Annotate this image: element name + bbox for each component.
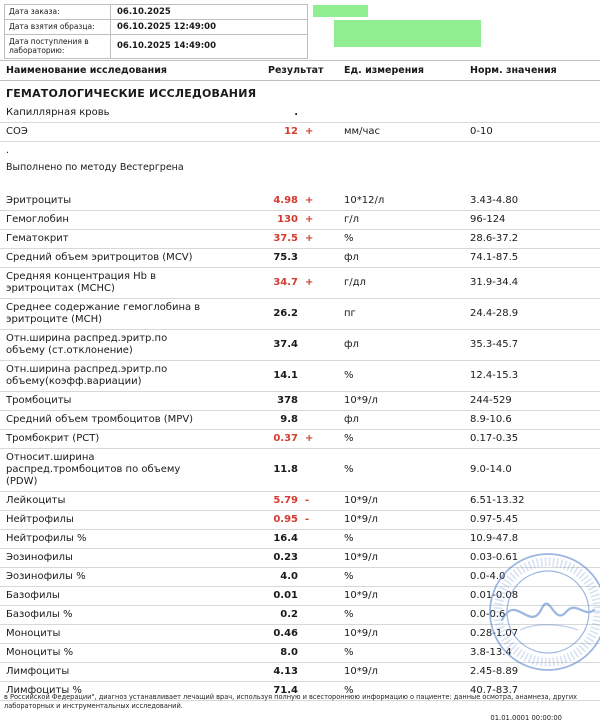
table-header xyxy=(0,60,600,81)
analyte-name: Моноциты xyxy=(6,628,61,639)
order-dates-table xyxy=(4,4,308,59)
unit: % xyxy=(344,533,354,544)
analyte-name: Капиллярная кровь xyxy=(6,107,110,118)
analyte-name: Отн.ширина распред.эритр.по объему (ст.отклонение) xyxy=(6,333,168,356)
meta-label: Дата поступления в лабораторию: xyxy=(5,35,111,58)
reference-range: 0.01-0.08 xyxy=(470,590,519,601)
note-row: . xyxy=(6,145,10,156)
reference-range: 3.8-13.4 xyxy=(470,647,512,658)
result-row xyxy=(0,606,600,625)
results-table xyxy=(0,60,600,701)
unit: 10*9/л xyxy=(344,628,378,639)
reference-range: 6.51-13.32 xyxy=(470,495,525,506)
result-flag: + xyxy=(305,126,314,137)
reference-range: 0.17-0.35 xyxy=(470,433,519,444)
result-flag: - xyxy=(305,495,310,506)
unit: % xyxy=(344,609,354,620)
analyte-name: Гематокрит xyxy=(6,233,69,244)
result-flag: + xyxy=(305,214,314,225)
result-row xyxy=(0,511,600,530)
analyte-name: Относит.ширина распред.тромбоцитов по объему (PDW) xyxy=(6,452,181,487)
analyte-name: СОЭ xyxy=(6,126,28,137)
result-value: 37.5 xyxy=(273,233,298,244)
result-row xyxy=(0,268,600,299)
unit: 10*12/л xyxy=(344,195,385,206)
result-value: 0.95 xyxy=(273,514,298,525)
analyte-name: Тромбокрит (PCT) xyxy=(6,433,100,444)
meta-label: Дата взятия образца: xyxy=(5,20,111,34)
result-row xyxy=(0,449,600,492)
unit: пг xyxy=(344,308,356,319)
meta-label: Дата заказа: xyxy=(5,5,111,19)
unit: % xyxy=(344,433,354,444)
result-value: 0.01 xyxy=(273,590,298,601)
analyte-name: Гемоглобин xyxy=(6,214,69,225)
result-value: 130 xyxy=(277,214,298,225)
meta-value: 06.10.2025 12:49:00 xyxy=(117,22,217,32)
unit: % xyxy=(344,233,354,244)
reference-range: 31.9-34.4 xyxy=(470,277,519,288)
result-value: 11.8 xyxy=(273,464,298,475)
reference-range: 0-10 xyxy=(470,126,493,137)
result-row xyxy=(0,568,600,587)
analyte-name: Нейтрофилы xyxy=(6,514,74,525)
order-dates-rows xyxy=(5,5,307,58)
result-value: 0.37 xyxy=(273,433,298,444)
analyte-name: Средний объем тромбоцитов (MPV) xyxy=(6,414,194,425)
unit: 10*9/л xyxy=(344,552,378,563)
result-row xyxy=(0,361,600,392)
result-value: 75.3 xyxy=(273,252,298,263)
unit: % xyxy=(344,571,354,582)
result-value: 4.98 xyxy=(273,195,298,206)
result-value: 16.4 xyxy=(273,533,298,544)
row-gap xyxy=(0,176,600,192)
reference-range: 10.9-47.8 xyxy=(470,533,519,544)
result-row xyxy=(0,411,600,430)
print-timestamp: 01.01.0001 00:00:00 xyxy=(490,714,562,722)
reference-range: 28.6-37.2 xyxy=(470,233,519,244)
reference-range: 0.97-5.45 xyxy=(470,514,519,525)
result-row xyxy=(0,663,600,682)
column-header-name: Наименование исследования xyxy=(6,65,167,76)
unit: фл xyxy=(344,414,359,425)
reference-range: 0.28-1.07 xyxy=(470,628,519,639)
result-value: 34.7 xyxy=(273,277,298,288)
result-row xyxy=(0,625,600,644)
reference-range: 96-124 xyxy=(470,214,506,225)
column-header-result: Результат xyxy=(268,65,324,76)
reference-range: 2.45-8.89 xyxy=(470,666,519,677)
result-row xyxy=(0,123,600,142)
result-value: 0.2 xyxy=(280,609,298,620)
unit: % xyxy=(344,647,354,658)
analyte-name: Лимфоциты xyxy=(6,666,70,677)
unit: 10*9/л xyxy=(344,495,378,506)
result-value: 37.4 xyxy=(273,339,298,350)
reference-range: 0.0-0.6 xyxy=(470,609,506,620)
column-header-unit: Ед. измерения xyxy=(344,65,425,76)
analyte-name: Базофилы xyxy=(6,590,60,601)
reference-range: 8.9-10.6 xyxy=(470,414,512,425)
reference-range: 35.3-45.7 xyxy=(470,339,519,350)
result-row xyxy=(0,549,600,568)
reference-range: 24.4-28.9 xyxy=(470,308,519,319)
unit: 10*9/л xyxy=(344,514,378,525)
unit: % xyxy=(344,685,354,696)
unit: мм/час xyxy=(344,126,380,137)
disclaimer-line1: в Российской Федерации", диагноз устанавливает лечащий врач, используя полную и всестороннюю информацию о пациенте: данные осмотра, анамнеза, других xyxy=(4,692,578,701)
result-flag: + xyxy=(305,195,314,206)
disclaimer xyxy=(4,693,596,712)
reference-range: 0.03-0.61 xyxy=(470,552,519,563)
result-row xyxy=(0,211,600,230)
reference-range: 74.1-87.5 xyxy=(470,252,519,263)
result-flag: - xyxy=(305,514,310,525)
result-flag: + xyxy=(305,233,314,244)
result-row xyxy=(0,587,600,606)
meta-value: 06.10.2025 xyxy=(117,7,171,17)
result-row xyxy=(0,392,600,411)
redaction-box xyxy=(313,5,368,17)
result-value: 4.0 xyxy=(280,571,298,582)
analyte-name: Эозинофилы % xyxy=(6,571,86,582)
analyte-name: Моноциты % xyxy=(6,647,74,658)
analyte-name: Тромбоциты xyxy=(6,395,72,406)
analyte-name: Эозинофилы xyxy=(6,552,73,563)
unit: г/дл xyxy=(344,277,366,288)
result-row xyxy=(0,530,600,549)
result-value: 26.2 xyxy=(273,308,298,319)
reference-range: 0.0-4.0 xyxy=(470,571,506,582)
result-value: 0.23 xyxy=(273,552,298,563)
unit: фл xyxy=(344,339,359,350)
result-value: 378 xyxy=(277,395,298,406)
results-rows xyxy=(0,104,600,701)
column-header-range: Норм. значения xyxy=(470,65,557,76)
analyte-name: Эритроциты xyxy=(6,195,72,206)
reference-range: 3.43-4.80 xyxy=(470,195,519,206)
result-row xyxy=(0,249,600,268)
section-title: ГЕМАТОЛОГИЧЕСКИЕ ИССЛЕДОВАНИЯ xyxy=(6,87,257,100)
reference-range: 9.0-14.0 xyxy=(470,464,512,475)
result-value: 9.8 xyxy=(280,414,298,425)
result-value: 4.13 xyxy=(273,666,298,677)
result-row xyxy=(0,230,600,249)
meta-value: 06.10.2025 14:49:00 xyxy=(117,41,217,52)
result-row xyxy=(0,104,600,123)
analyte-name: Отн.ширина распред.эритр.по объему(коэфф.вариации) xyxy=(6,364,168,387)
unit: 10*9/л xyxy=(344,590,378,601)
result-row xyxy=(0,299,600,330)
note-row: Выполнено по методу Вестергрена xyxy=(6,162,184,173)
result-row xyxy=(0,644,600,663)
analyte-name: Лимфоциты % xyxy=(6,685,82,696)
result-row xyxy=(0,492,600,511)
redaction-box xyxy=(334,20,481,47)
analyte-name: Средний объем эритроцитов (MCV) xyxy=(6,252,193,263)
unit: % xyxy=(344,370,354,381)
result-row xyxy=(0,430,600,449)
result-flag: + xyxy=(305,277,314,288)
meta-row xyxy=(5,20,307,35)
analyte-name: Нейтрофилы % xyxy=(6,533,87,544)
analyte-name: Средняя концентрация Hb в эритроцитах (MCHC) xyxy=(6,271,157,294)
result-value: 71.4 xyxy=(273,685,298,696)
analyte-name: Базофилы % xyxy=(6,609,73,620)
result-flag: + xyxy=(305,433,314,444)
result-row xyxy=(0,192,600,211)
result-value: 14.1 xyxy=(273,370,298,381)
unit: 10*9/л xyxy=(344,666,378,677)
reference-range: 244-529 xyxy=(470,395,512,406)
unit: г/л xyxy=(344,214,360,225)
result-value: . xyxy=(294,107,298,118)
meta-row xyxy=(5,35,307,58)
meta-row xyxy=(5,5,307,20)
result-value: 12 xyxy=(284,126,298,137)
result-row xyxy=(0,330,600,361)
result-value: 0.46 xyxy=(273,628,298,639)
analyte-name: Среднее содержание гемоглобина в эритроците (MCH) xyxy=(6,302,201,325)
analyte-name: Лейкоциты xyxy=(6,495,66,506)
disclaimer-line2: лабораторных и инструментальных исследований. xyxy=(4,702,183,711)
reference-range: 40.7-83.7 xyxy=(470,685,519,696)
unit: % xyxy=(344,464,354,475)
result-value: 5.79 xyxy=(273,495,298,506)
unit: 10*9/л xyxy=(344,395,378,406)
reference-range: 12.4-15.3 xyxy=(470,370,519,381)
result-value: 8.0 xyxy=(280,647,298,658)
unit: фл xyxy=(344,252,359,263)
